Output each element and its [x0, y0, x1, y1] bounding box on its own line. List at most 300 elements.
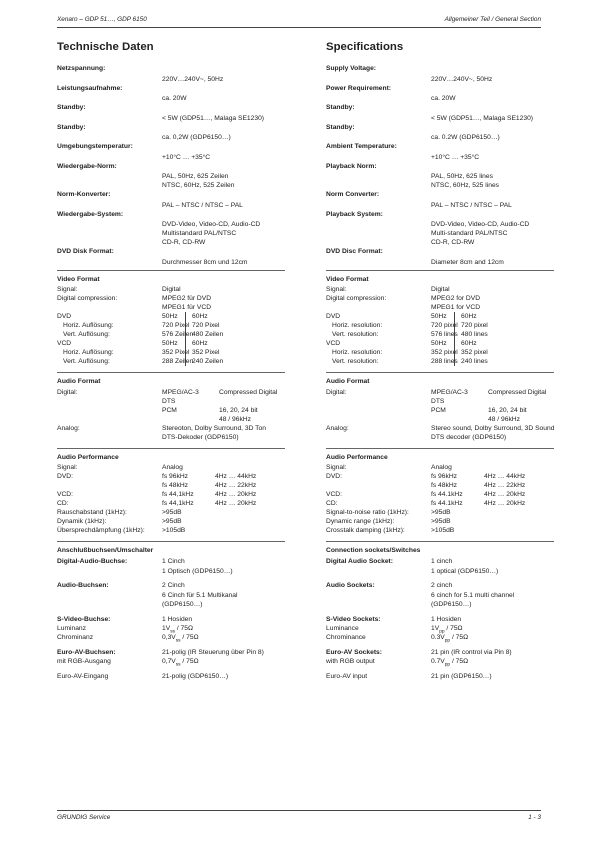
- spec-text: Stereo sound, Dolby Surround, 3D Sound: [431, 424, 555, 432]
- spec-row: [326, 84, 554, 95]
- spec-text: 60Hz: [461, 340, 477, 347]
- spec-row: [326, 229, 554, 238]
- spec-text: 21 pin (IR control via Pin 8): [431, 649, 512, 656]
- spec-row: [326, 433, 554, 442]
- spec-row: [57, 508, 285, 517]
- spec-row: [57, 481, 285, 490]
- spec-text: CD:: [57, 500, 69, 507]
- spec-row: [57, 312, 285, 321]
- spec-row: [57, 415, 285, 424]
- spec-row: [57, 181, 285, 190]
- spec-text: Compressed Digital: [219, 388, 278, 396]
- spec-text: Analog:: [326, 424, 349, 432]
- spec-text: 1 Optisch (GDP6150…): [162, 568, 233, 575]
- voltage-number: 1V: [431, 625, 440, 632]
- spec-row: [57, 591, 285, 600]
- spec-text: DVD-Video, Video-CD, Audio-CD: [431, 221, 530, 228]
- spec-row: [326, 657, 554, 666]
- spec-text: Vert. Auflösung:: [63, 331, 110, 338]
- spec-text: PAL – NTSC / NTSC – PAL: [162, 201, 243, 209]
- spec-row: [326, 190, 554, 201]
- spec-row: [57, 275, 285, 286]
- spec-text: Video Format: [326, 275, 369, 283]
- spec-text: DVD: [326, 313, 341, 320]
- spec-text: DTS decoder (GDP6150): [431, 433, 507, 441]
- spacer: [326, 535, 554, 538]
- spec-text: Horiz. resolution:: [332, 322, 383, 329]
- spec-text: Vert. resolution:: [332, 358, 379, 365]
- voltage-number: 0.3V: [431, 634, 445, 641]
- spec-row: [326, 285, 554, 294]
- spec-text: Multistandard PAL/NTSC: [162, 230, 237, 237]
- spec-row: [326, 181, 554, 190]
- spec-row: [57, 123, 285, 134]
- spec-text: 352 Pixel: [162, 349, 190, 356]
- spec-row: [326, 330, 554, 339]
- spec-row: [57, 303, 285, 312]
- spec-row: [57, 357, 285, 366]
- spec-text: Luminanz: [57, 625, 86, 632]
- spec-row: [326, 123, 554, 134]
- spec-text: Horiz. Auflösung:: [63, 349, 114, 356]
- spec-row: [57, 247, 285, 258]
- voltage-value: [431, 633, 468, 645]
- spec-text: MPEG1 für VCD: [162, 304, 212, 311]
- spec-row: [57, 210, 285, 221]
- voltage-subscript: pp: [444, 662, 451, 668]
- spec-row: [326, 133, 554, 142]
- impedance: / 75Ω: [180, 634, 199, 641]
- spec-row: [326, 472, 554, 481]
- spec-text: Standby:: [326, 123, 355, 131]
- spec-text: 2 cinch: [431, 581, 453, 589]
- spec-text: S-Video Sockets:: [326, 616, 381, 623]
- spec-row: [57, 321, 285, 330]
- spec-text: VCD: [57, 340, 72, 347]
- spec-row: [57, 339, 285, 348]
- spec-text: ca. 20W: [162, 95, 187, 102]
- spec-text: Standby:: [326, 104, 355, 111]
- footer-brand: GRUNDIG Service: [57, 814, 111, 821]
- spec-text: Signal-to-noise ratio (1kHz):: [326, 509, 409, 516]
- spec-text: DVD Disk Format:: [57, 248, 114, 255]
- spec-text: 480 lines: [461, 331, 488, 338]
- spec-text: PAL, 50Hz, 625 lines: [431, 173, 493, 180]
- spec-text: DVD Disc Format:: [326, 248, 383, 255]
- spec-row: [326, 64, 554, 75]
- voltage-number: 0,3V: [162, 634, 176, 641]
- spec-row: [326, 312, 554, 321]
- spec-text: Power Requirement:: [326, 84, 392, 92]
- spec-row: [57, 103, 285, 114]
- spec-row: [326, 220, 554, 229]
- spec-text: Euro-AV-Eingang: [57, 673, 109, 680]
- spec-row: [57, 388, 285, 397]
- spec-row: [326, 424, 554, 433]
- spec-text: Digital:: [326, 388, 347, 396]
- spec-text: Chrominance: [326, 634, 366, 641]
- spec-text: 50Hz: [162, 313, 178, 320]
- spec-text: PCM: [162, 406, 177, 414]
- spec-row: [57, 190, 285, 201]
- spec-text: 4Hz … 44kHz: [484, 473, 526, 480]
- spec-text: ca. 20W: [431, 95, 456, 102]
- spec-text: 1 optical (GDP6150…): [431, 568, 499, 575]
- spec-text: fs 44,1kHz: [162, 491, 194, 498]
- spec-text: 240 Zeilen: [192, 358, 224, 365]
- impedance: / 75Ω: [450, 658, 469, 665]
- spec-row: [57, 348, 285, 357]
- spec-text: 21-polig (GDP6150…): [162, 673, 229, 680]
- spec-text: 50Hz: [431, 313, 447, 320]
- spec-row: [57, 294, 285, 303]
- spec-text: VCD: [326, 340, 341, 347]
- spec-text: Durchmesser 8cm und 12cm: [162, 258, 248, 266]
- spec-text: 352 pixel: [431, 349, 458, 356]
- spec-text: 1 Hosiden: [162, 616, 193, 623]
- spec-text: CD:: [326, 500, 338, 507]
- spec-row: [326, 201, 554, 210]
- spec-row: [326, 648, 554, 657]
- spec-row: [57, 229, 285, 238]
- spec-row: [326, 490, 554, 499]
- header-section: Allgemeiner Teil / General Section: [444, 16, 541, 23]
- spec-text: DTS: [431, 397, 445, 405]
- spec-text: 4Hz … 20kHz: [215, 500, 257, 507]
- spec-text: Euro-AV-Buchsen:: [57, 649, 116, 656]
- spec-text: Horiz. resolution:: [332, 349, 383, 356]
- spec-row: [57, 397, 285, 406]
- spec-text: 60Hz: [461, 313, 477, 320]
- spec-text: NTSC, 60Hz, 525 Zeilen: [162, 182, 235, 189]
- page-footer: [57, 814, 541, 821]
- spec-row: [326, 453, 554, 464]
- spec-text: 16, 20, 24 bit: [488, 406, 527, 414]
- spec-text: 240 lines: [461, 358, 488, 365]
- spec-row: [326, 499, 554, 508]
- spec-row: [326, 238, 554, 247]
- spec-text: (GDP6150…): [162, 601, 203, 608]
- spec-row: [326, 153, 554, 162]
- spec-row: [326, 517, 554, 526]
- spec-row: [326, 142, 554, 153]
- spec-text: 2 Cinch: [162, 581, 185, 589]
- spec-text: >95dB: [431, 509, 451, 516]
- spec-text: Euro-AV input: [326, 673, 368, 680]
- spec-row: [57, 406, 285, 415]
- spec-text: fs 48kHz: [162, 482, 189, 489]
- spec-row: [326, 581, 554, 592]
- spec-row: [57, 600, 285, 609]
- spec-row: [326, 600, 554, 609]
- spec-row: [326, 415, 554, 424]
- spec-text: VCD:: [57, 491, 73, 498]
- spec-text: Video Format: [57, 275, 100, 283]
- spec-text: Supply Voltage:: [326, 65, 377, 72]
- spec-text: 1 cinch: [431, 557, 453, 565]
- spec-text: 720 pixel: [431, 322, 458, 329]
- spec-text: 4Hz … 44kHz: [215, 473, 257, 480]
- spec-row: [57, 153, 285, 162]
- spec-row: [326, 672, 554, 681]
- spec-text: fs 96kHz: [162, 473, 189, 480]
- header-model: Xenaro – GDP 51…, GDP 6150: [57, 16, 147, 23]
- spacer: [57, 535, 285, 538]
- spec-text: fs 96kHz: [431, 473, 458, 480]
- spec-text: 720 Pixel: [192, 322, 220, 329]
- spec-row: [326, 339, 554, 348]
- spec-text: 48 / 96kHz: [488, 415, 520, 423]
- spec-row: [326, 397, 554, 406]
- spec-text: MPEG/AC-3: [431, 388, 468, 396]
- spec-row: [326, 348, 554, 357]
- spec-text: 16, 20, 24 bit: [219, 406, 258, 414]
- spec-text: 4Hz … 22kHz: [484, 482, 526, 489]
- spec-text: Anschlußbuchsen/Umschalter: [57, 547, 154, 554]
- impedance: / 75Ω: [444, 625, 463, 632]
- spec-text: 720 Pixel: [162, 322, 190, 329]
- spec-text: CD-R, CD-RW: [431, 239, 475, 246]
- spec-text: 1 Hosiden: [431, 616, 462, 623]
- spec-text: 48 / 96kHz: [219, 415, 251, 423]
- spec-text: Vert. resolution:: [332, 331, 379, 338]
- spec-text: DVD:: [326, 473, 342, 480]
- spec-row: [57, 615, 285, 624]
- spec-text: 60Hz: [192, 313, 208, 320]
- spec-text: Vert. Auflösung:: [63, 358, 110, 365]
- section-divider: [57, 270, 285, 271]
- spec-row: [326, 258, 554, 267]
- voltage-value: [162, 657, 199, 669]
- spec-row: [57, 633, 285, 642]
- impedance: / 75Ω: [450, 634, 469, 641]
- german-column: [57, 40, 285, 681]
- spec-text: Digital compression:: [326, 295, 387, 302]
- spec-row: [326, 526, 554, 535]
- spec-text: fs 48kHz: [431, 482, 458, 489]
- spec-row: [57, 424, 285, 433]
- spec-text: PAL, 50Hz, 625 Zeilen: [162, 173, 229, 180]
- spec-text: Digital Audio Socket:: [326, 557, 394, 565]
- voltage-value: [431, 657, 468, 669]
- spec-text: mit RGB-Ausgang: [57, 658, 111, 665]
- spec-row: [326, 557, 554, 568]
- impedance: / 75Ω: [180, 658, 199, 665]
- spacer: [326, 366, 554, 369]
- spec-text: (GDP6150…): [431, 601, 472, 608]
- spec-row: [326, 546, 554, 557]
- voltage-number: 1V: [162, 625, 171, 632]
- spec-text: PAL – NTSC / NTSC – PAL: [431, 201, 512, 209]
- impedance: / 75Ω: [174, 625, 193, 632]
- spec-row: [326, 567, 554, 578]
- spec-text: DTS-Dekoder (GDP6150): [162, 433, 239, 441]
- spec-text: MPEG/AC-3: [162, 388, 199, 396]
- spec-text: DVD: [57, 313, 72, 320]
- spec-row: [326, 275, 554, 286]
- spec-text: DTS: [162, 397, 176, 405]
- spec-row: [326, 247, 554, 258]
- voltage-subscript: pp: [444, 638, 451, 644]
- footer-rule: [57, 810, 541, 811]
- section-divider: [326, 448, 554, 449]
- spec-row: [57, 84, 285, 95]
- voltage-subscript: pp: [439, 629, 445, 635]
- spec-text: Leistungsaufnahme:: [57, 84, 123, 92]
- spec-row: [326, 172, 554, 181]
- section-divider: [57, 448, 285, 449]
- section-divider: [326, 270, 554, 271]
- spec-row: [326, 615, 554, 624]
- video-resolution-table: [57, 312, 285, 366]
- spec-text: fs 44.1kHz: [431, 500, 463, 507]
- voltage-subscript: ss: [175, 638, 181, 644]
- spec-row: [57, 75, 285, 84]
- spec-text: Norm-Konverter:: [57, 191, 111, 198]
- spec-text: 50Hz: [431, 340, 447, 347]
- spec-text: >105dB: [431, 527, 455, 534]
- spec-row: [326, 294, 554, 303]
- spec-text: Standby:: [57, 104, 86, 111]
- spec-text: >95dB: [162, 518, 182, 525]
- spec-text: Horiz. Auflösung:: [63, 322, 114, 329]
- spec-text: < 5W (GDP51…, Malaga SE1230): [162, 114, 265, 122]
- spec-text: 220V…240V~, 50Hz: [162, 75, 224, 83]
- spec-text: >95dB: [162, 509, 182, 516]
- spec-text: < 5W (GDP51…, Malaga SE1230): [431, 114, 534, 122]
- spec-row: [57, 172, 285, 181]
- spec-text: Audio-Buchsen:: [57, 581, 109, 589]
- spec-row: [57, 672, 285, 681]
- spec-text: 4Hz … 20kHz: [484, 491, 526, 498]
- voltage-subscript: ss: [170, 629, 175, 635]
- page-header: [57, 16, 541, 23]
- spec-text: 352 Pixel: [192, 349, 220, 356]
- spec-row: [57, 162, 285, 173]
- spec-row: [326, 321, 554, 330]
- header-rule: [57, 27, 541, 28]
- spec-text: Playback Norm:: [326, 162, 377, 170]
- spec-text: Ambient Temperature:: [326, 143, 397, 150]
- spec-text: S-Video-Buchse:: [57, 616, 111, 623]
- spec-text: Audio Format: [57, 378, 101, 385]
- spec-row: [57, 648, 285, 657]
- spec-row: [57, 133, 285, 142]
- section-divider: [326, 541, 554, 542]
- spec-row: [326, 406, 554, 415]
- spec-text: Norm Converter:: [326, 191, 380, 198]
- spec-row: [326, 103, 554, 114]
- spec-text: Signal:: [57, 286, 78, 293]
- spec-text: ca. 0.2W (GDP6150…): [431, 134, 500, 141]
- spec-text: Signal:: [326, 464, 347, 471]
- spec-text: Audio Sockets:: [326, 581, 375, 589]
- spec-row: [57, 258, 285, 267]
- spec-row: [57, 567, 285, 578]
- spec-text: Audio Performance: [57, 453, 119, 461]
- spec-row: [57, 581, 285, 592]
- spec-row: [326, 624, 554, 633]
- spec-text: Netzspannung:: [57, 65, 106, 72]
- spec-text: 4Hz … 22kHz: [215, 482, 257, 489]
- spec-text: Playback System:: [326, 210, 383, 218]
- spec-row: [57, 220, 285, 229]
- spec-text: Compressed Digital: [488, 388, 547, 396]
- spec-row: [57, 433, 285, 442]
- spec-row: [57, 238, 285, 247]
- spec-row: [57, 657, 285, 666]
- spec-text: Wiedergabe-Norm:: [57, 162, 117, 170]
- spec-text: >105dB: [162, 527, 186, 534]
- spacer: [57, 366, 285, 369]
- spec-text: Dynamik (1kHz):: [57, 518, 107, 525]
- spec-text: MPEG2 for DVD: [431, 295, 481, 302]
- spec-row: [326, 210, 554, 221]
- section-title: Specifications: [326, 41, 404, 53]
- spec-text: +10°C … +35°C: [431, 153, 480, 161]
- video-resolution-table: [326, 312, 554, 366]
- spec-row: [57, 499, 285, 508]
- spec-text: >95dB: [431, 518, 451, 525]
- spec-text: Wiedergabe-System:: [57, 210, 124, 218]
- spec-row: [326, 94, 554, 103]
- spec-row: [326, 357, 554, 366]
- spec-row: [326, 388, 554, 397]
- spec-row: [57, 377, 285, 388]
- english-column: [326, 40, 554, 681]
- voltage-value: [162, 633, 199, 645]
- spec-row: [57, 490, 285, 499]
- spec-text: CD-R, CD-RW: [162, 239, 206, 246]
- spec-row: [57, 114, 285, 123]
- section-divider: [326, 372, 554, 373]
- spec-text: Crosstalk damping (1kHz):: [326, 527, 405, 534]
- spec-text: 21-polig (IR Steuerung über Pin 8): [162, 649, 264, 656]
- spec-row: [326, 303, 554, 312]
- spec-text: MPEG1 for VCD: [431, 304, 481, 311]
- spec-row: [326, 75, 554, 84]
- spec-row: [326, 508, 554, 517]
- spec-row: [57, 557, 285, 568]
- spec-text: MPEG2 für DVD: [162, 295, 212, 302]
- spec-row: [57, 453, 285, 464]
- spec-row: [57, 526, 285, 535]
- spec-text: 1 Cinch: [162, 557, 185, 565]
- spec-text: Diameter 8cm and 12cm: [431, 258, 504, 266]
- spec-text: Analog: [431, 464, 452, 471]
- spec-row: [57, 64, 285, 75]
- spec-text: 288 lines: [431, 358, 458, 365]
- spec-text: 21 pin (GDP6150…): [431, 673, 492, 680]
- spec-row: [326, 481, 554, 490]
- section-title: Technische Daten: [57, 41, 154, 53]
- spec-text: Dynamic range (1kHz):: [326, 518, 395, 525]
- spec-row: [326, 633, 554, 642]
- spacer: [326, 442, 554, 445]
- spec-text: 50Hz: [162, 340, 178, 347]
- page-number: 1 - 3: [528, 814, 541, 821]
- spec-row: [326, 162, 554, 173]
- spec-text: fs 44,1kHz: [162, 500, 194, 507]
- spec-text: Signal:: [57, 464, 78, 471]
- spec-text: Digital: [431, 286, 450, 293]
- spec-text: Euro-AV Sockets:: [326, 649, 382, 656]
- spec-text: 4Hz … 20kHz: [484, 500, 526, 507]
- spec-text: 480 Zeilen: [192, 331, 224, 338]
- spec-text: 60Hz: [192, 340, 208, 347]
- spec-text: Audio Performance: [326, 453, 388, 461]
- voltage-subscript: ss: [175, 662, 181, 668]
